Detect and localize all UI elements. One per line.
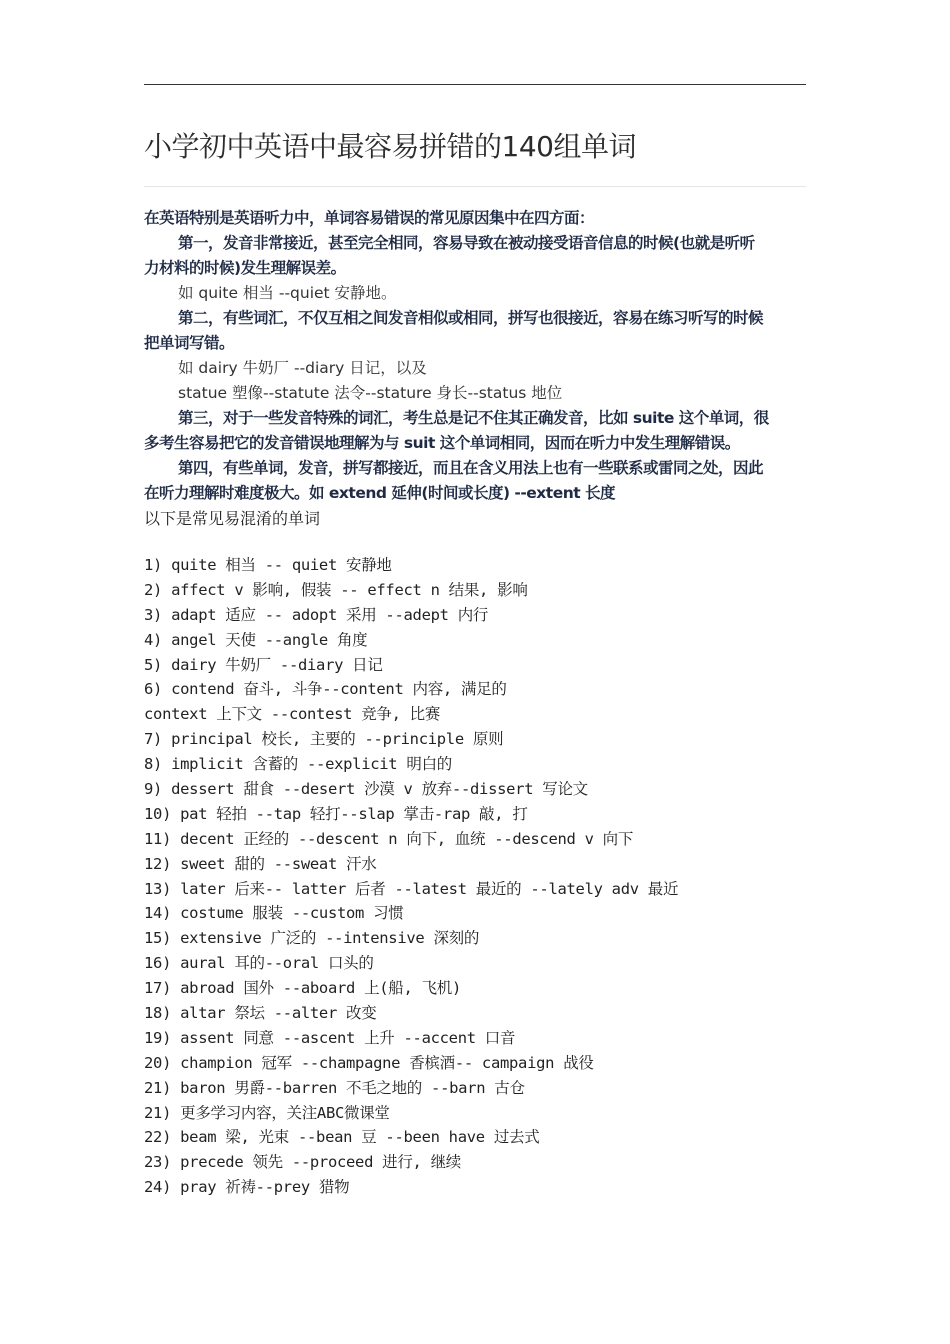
word-list-item: 2) affect v 影响, 假装 -- effect n 结果, 影响 xyxy=(144,580,528,599)
word-list-item: context 上下文 --contest 竞争, 比赛 xyxy=(144,705,441,724)
word-list-item: 17) abroad 国外 --aboard 上(船, 飞机) xyxy=(144,979,461,998)
word-list-item: 13) later 后来-- latter 后者 --latest 最近的 --lately adv 最近 xyxy=(144,879,679,898)
word-list-item: 5) dairy 牛奶厂 --diary 日记 xyxy=(144,655,383,674)
word-list-item: 21) baron 男爵--barren 不毛之地的 --barn 古仓 xyxy=(144,1078,525,1097)
word-list-item: 10) pat 轻拍 --tap 轻打--slap 掌击-rap 敲, 打 xyxy=(144,804,528,823)
reason-2-line-1: 第二，有些词汇，不仅互相之间发音相似或相同，拼写也很接近，容易在练习听写的时候 xyxy=(178,309,764,327)
word-list-item: 19) assent 同意 --ascent 上升 --accent 口音 xyxy=(144,1028,516,1047)
reason-4-line-2: 在听力理解时难度极大。如 extend 延伸(时间或长度) --extent 长度 xyxy=(144,484,616,502)
word-list-item: 18) altar 祭坛 --alter 改变 xyxy=(144,1004,377,1023)
word-list-item: 14) costume 服装 --custom 习惯 xyxy=(144,904,404,923)
word-list-item: 9) dessert 甜食 --desert 沙漠 v 放弃--dissert 写论文 xyxy=(144,780,588,799)
word-list-item: 16) aural 耳的--oral 口头的 xyxy=(144,954,374,973)
word-list xyxy=(144,553,806,1200)
word-list-item: 15) extensive 广泛的 --intensive 深刻的 xyxy=(144,929,480,948)
reason-2-example-1: 如 dairy 牛奶厂 --diary 日记，以及 xyxy=(178,359,427,377)
word-list-item: 23) precede 领先 --proceed 进行, 继续 xyxy=(144,1153,461,1172)
word-list-item: 3) adapt 适应 -- adopt 采用 --adept 内行 xyxy=(144,605,489,624)
word-list-item: 11) decent 正经的 --descent n 向下, 血统 --descend v 向下 xyxy=(144,829,634,848)
reason-3-line-2: 多考生容易把它的发音错误地理解为与 suit 这个单词相同，因而在听力中发生理解错误。 xyxy=(144,434,740,452)
word-list-item: 1) quite 相当 -- quiet 安静地 xyxy=(144,556,392,574)
word-list-intro: 以下是常见易混淆的单词 xyxy=(144,509,321,528)
word-list-item: 4) angel 天使 --angle 角度 xyxy=(144,630,368,649)
word-list-item: 24) pray 祈祷--prey 猎物 xyxy=(144,1178,350,1197)
document-title: 小学初中英语中最容易拼错的140组单词 xyxy=(144,130,636,163)
reason-1-line-1: 第一，发音非常接近，甚至完全相同，容易导致在被动接受语音信息的时候(也就是听听 xyxy=(178,234,755,252)
word-list-item: 8) implicit 含蓄的 --explicit 明白的 xyxy=(144,755,452,774)
reason-3-line-1: 第三，对于一些发音特殊的词汇，考生总是记不住其正确发音，比如 suite 这个单词，很 xyxy=(178,409,769,427)
reason-1-example: 如 quite 相当 --quiet 安静地。 xyxy=(178,284,397,302)
title-divider xyxy=(144,186,806,187)
word-list-item: 22) beam 梁, 光束 --bean 豆 --been have 过去式 xyxy=(144,1128,540,1147)
intro-section xyxy=(144,206,806,531)
reason-2-example-2: statue 塑像--statute 法令--stature 身长--status 地位 xyxy=(178,384,563,402)
reason-4-line-1: 第四，有些单词，发音，拼写都接近，而且在含义用法上也有一些联系或雷同之处，因此 xyxy=(178,459,764,477)
word-list-item: 20) champion 冠军 --champagne 香槟酒-- campaign 战役 xyxy=(144,1053,594,1072)
reason-1-line-2: 力材料的时候)发生理解误差。 xyxy=(144,259,346,277)
word-list-item: 12) sweet 甜的 --sweat 汗水 xyxy=(144,854,377,873)
top-divider xyxy=(144,84,806,85)
word-list-item: 6) contend 奋斗, 斗争--content 内容, 满足的 xyxy=(144,680,507,699)
word-list-item: 21) 更多学习内容，关注ABC微课堂 xyxy=(144,1103,390,1122)
word-list-item: 7) principal 校长, 主要的 --principle 原则 xyxy=(144,730,504,749)
intro-heading: 在英语特别是英语听力中，单词容易错误的常见原因集中在四方面： xyxy=(144,209,595,227)
reason-2-line-2: 把单词写错。 xyxy=(144,334,235,352)
